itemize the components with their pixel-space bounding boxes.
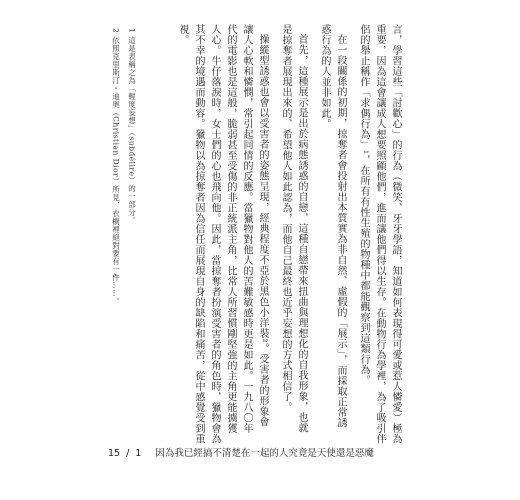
body-line-3: 侶的舉止稱作「求偶行為」¹，在所有有性生殖的物種中都能觀察到這類行為。 <box>358 24 369 386</box>
footer-separator: / <box>126 448 130 459</box>
chapter-title: 因為我已經搞不清楚在一起的人究竟是天使還是惡魔 <box>155 448 374 459</box>
body-line-1: 言，學習這些「討歡心」的行為（微笑、牙牙學語，知道如何表現得可愛或惹人憐愛）極為 <box>390 24 401 444</box>
running-footer <box>108 445 380 459</box>
body-line-13: 視。 <box>177 24 188 45</box>
body-line-11: 人心。牛仔落淚時，女士們的心也飛向他。因此，當掠奪者扮演受害者的角色時，獵物會為 <box>209 24 220 444</box>
body-line-7: 是掠奪者展現出來的、希望他人如此認為，而他自己最終也近乎妄想的方式相信了。 <box>280 24 291 413</box>
body-line-12: 其不幸的境遇而動容。獵物以為掠奪者因為信任而展現自身的缺陷和痛苦，從中感覺受到重 <box>193 24 204 444</box>
body-line-6: 首先，這種展示是出於病態誘惑的自戀，這種自戀帶來扭曲與理想化的自我形象，也就 <box>296 34 307 433</box>
body-line-9: 讓人心軟和憐憫，常引起同情的反應。當獵物對他人的苦難敏感時更是如此。一九八〇年 <box>241 24 252 434</box>
body-line-8: 操縱型誘惑也會以受害者的姿態呈現，經典程度不亞於黑色小洋裝²。受害者的形象會 <box>257 34 268 428</box>
body-line-2: 重要，因為這會讓成人想要照顧他們，進而讓他們得以生存。在動物行為學裡，為了吸引伴 <box>374 24 385 444</box>
chapter-number: 1 <box>135 448 142 459</box>
body-line-4: 在一段關係的初期，掠奪者會投射出本質實為非自然、虛假的「展示」，而採取正常誘 <box>335 34 346 428</box>
page-number: 15 <box>108 448 121 459</box>
footnote-1: 1 這是表稱之為「輕度妄想」（subdélire）的一部分。 <box>127 28 137 225</box>
body-line-10: 代的電影也是這般，脆弱甚至受傷的非正統派主角，比常人所習慣剛堅強的主角更能擄獲 <box>225 24 236 434</box>
body-line-5: 惑行為的人並非如此。 <box>319 24 330 129</box>
footnote-2: 2 依照克里斯汀・迪奧（Christian Dior）所見，衣櫥裡絕對要有一件……。 <box>111 28 121 306</box>
